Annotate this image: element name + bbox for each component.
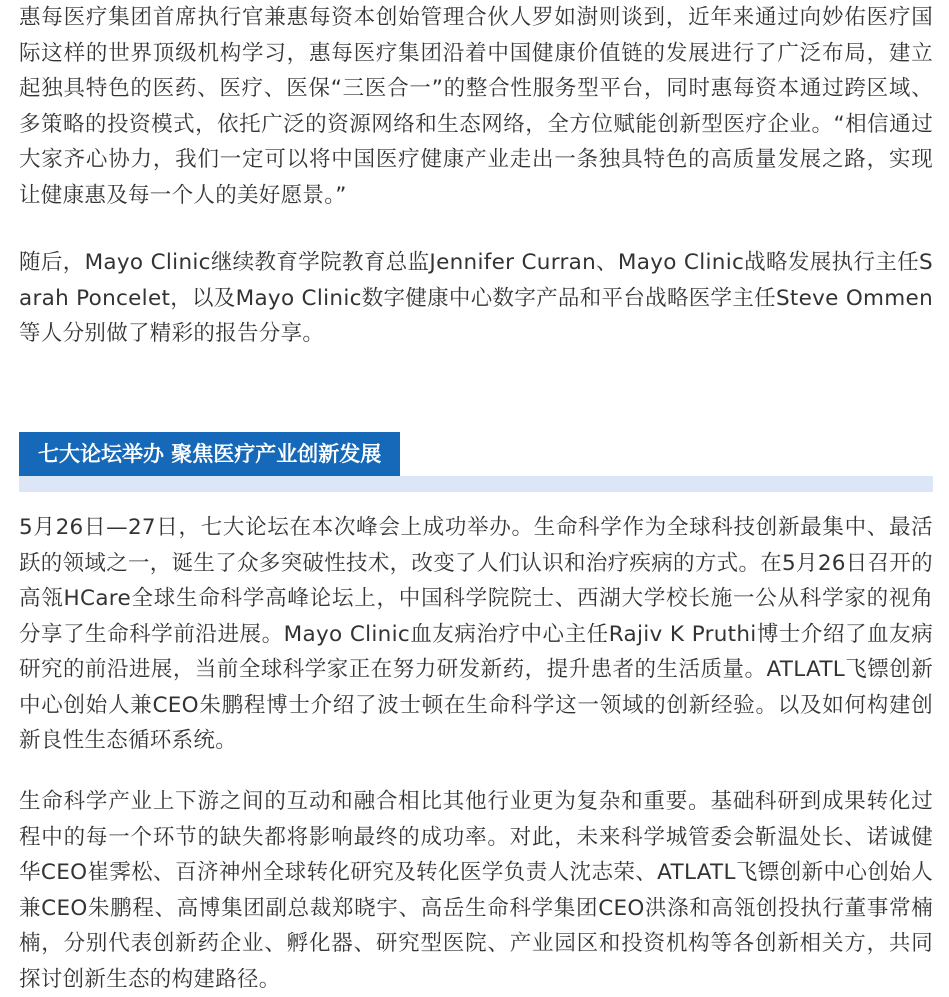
- article-paragraph: 5月26日—27日，七大论坛在本次峰会上成功举办。生命科学作为全球科技创新最集中、最活跃的领域之一，诞生了众多突破性技术，改变了人们认识和治疗疾病的方式。在5月26日召开的高瓴HCare全球生命科学高峰论坛上，中国科学院院士、西湖大学校长施一公从科学家的视角分享了生命科学前沿进展。Mayo Clinic血友病治疗中心主任Rajiv K Pruthi博士介绍了血友病研究的前沿进展，当前全球科学家正在努力研发新药，提升患者的生活质量。ATLATL飞镖创新中心创始人兼CEO朱鹏程博士介绍了波士顿在生命科学这一领域的创新经验。以及如何构建创新良性生态循环系统。: [19, 515, 933, 753]
- article-paragraph: 生命科学产业上下游之间的互动和融合相比其他行业更为复杂和重要。基础科研到成果转化过程中的每一个环节的缺失都将影响最终的成功率。对此，未来科学城管委会靳温处长、诺诚健华CEO崔霁松、百济神州全球转化研究及转化医学负责人沈志荣、ATLATL飞镖创新中心创始人兼CEO朱鹏程、高博集团副总裁郑晓宇、高岳生命科学集团CEO洪涤和高瓴创投执行董事常楠楠，分别代表创新药企业、孵化器、研究型医院、产业园区和投资机构等各创新相关方，共同探讨创新生态的构建路径。: [19, 789, 933, 992]
- section-underline-bar: [19, 476, 933, 492]
- article-paragraph: 惠每医疗集团首席执行官兼惠每资本创始管理合伙人罗如澍则谈到，近年来通过向妙佑医疗国际这样的世界顶级机构学习，惠每医疗集团沿着中国健康价值链的发展进行了广泛布局，建立起独具特色的医药、医疗、医保“三医合一”的整合性服务型平台，同时惠每资本通过跨区域、多策略的投资模式，依托广泛的资源网络和生态网络，全方位赋能创新型医疗企业。“相信通过大家齐心协力，我们一定可以将中国医疗健康产业走出一条独具特色的高质量发展之路，实现让健康惠及每一个人的美好愿景。”: [19, 5, 933, 208]
- article-paragraph: 随后，Mayo Clinic继续教育学院教育总监Jennifer Curran、Mayo Clinic战略发展执行主任Sarah Poncelet，以及Mayo Clinic数字健康中心数字产品和平台战略医学主任Steve Ommen等人分别做了精彩的报告分享。: [19, 250, 933, 346]
- section-title: 七大论坛举办 聚焦医疗产业创新发展: [19, 432, 400, 476]
- section-header: [19, 432, 933, 492]
